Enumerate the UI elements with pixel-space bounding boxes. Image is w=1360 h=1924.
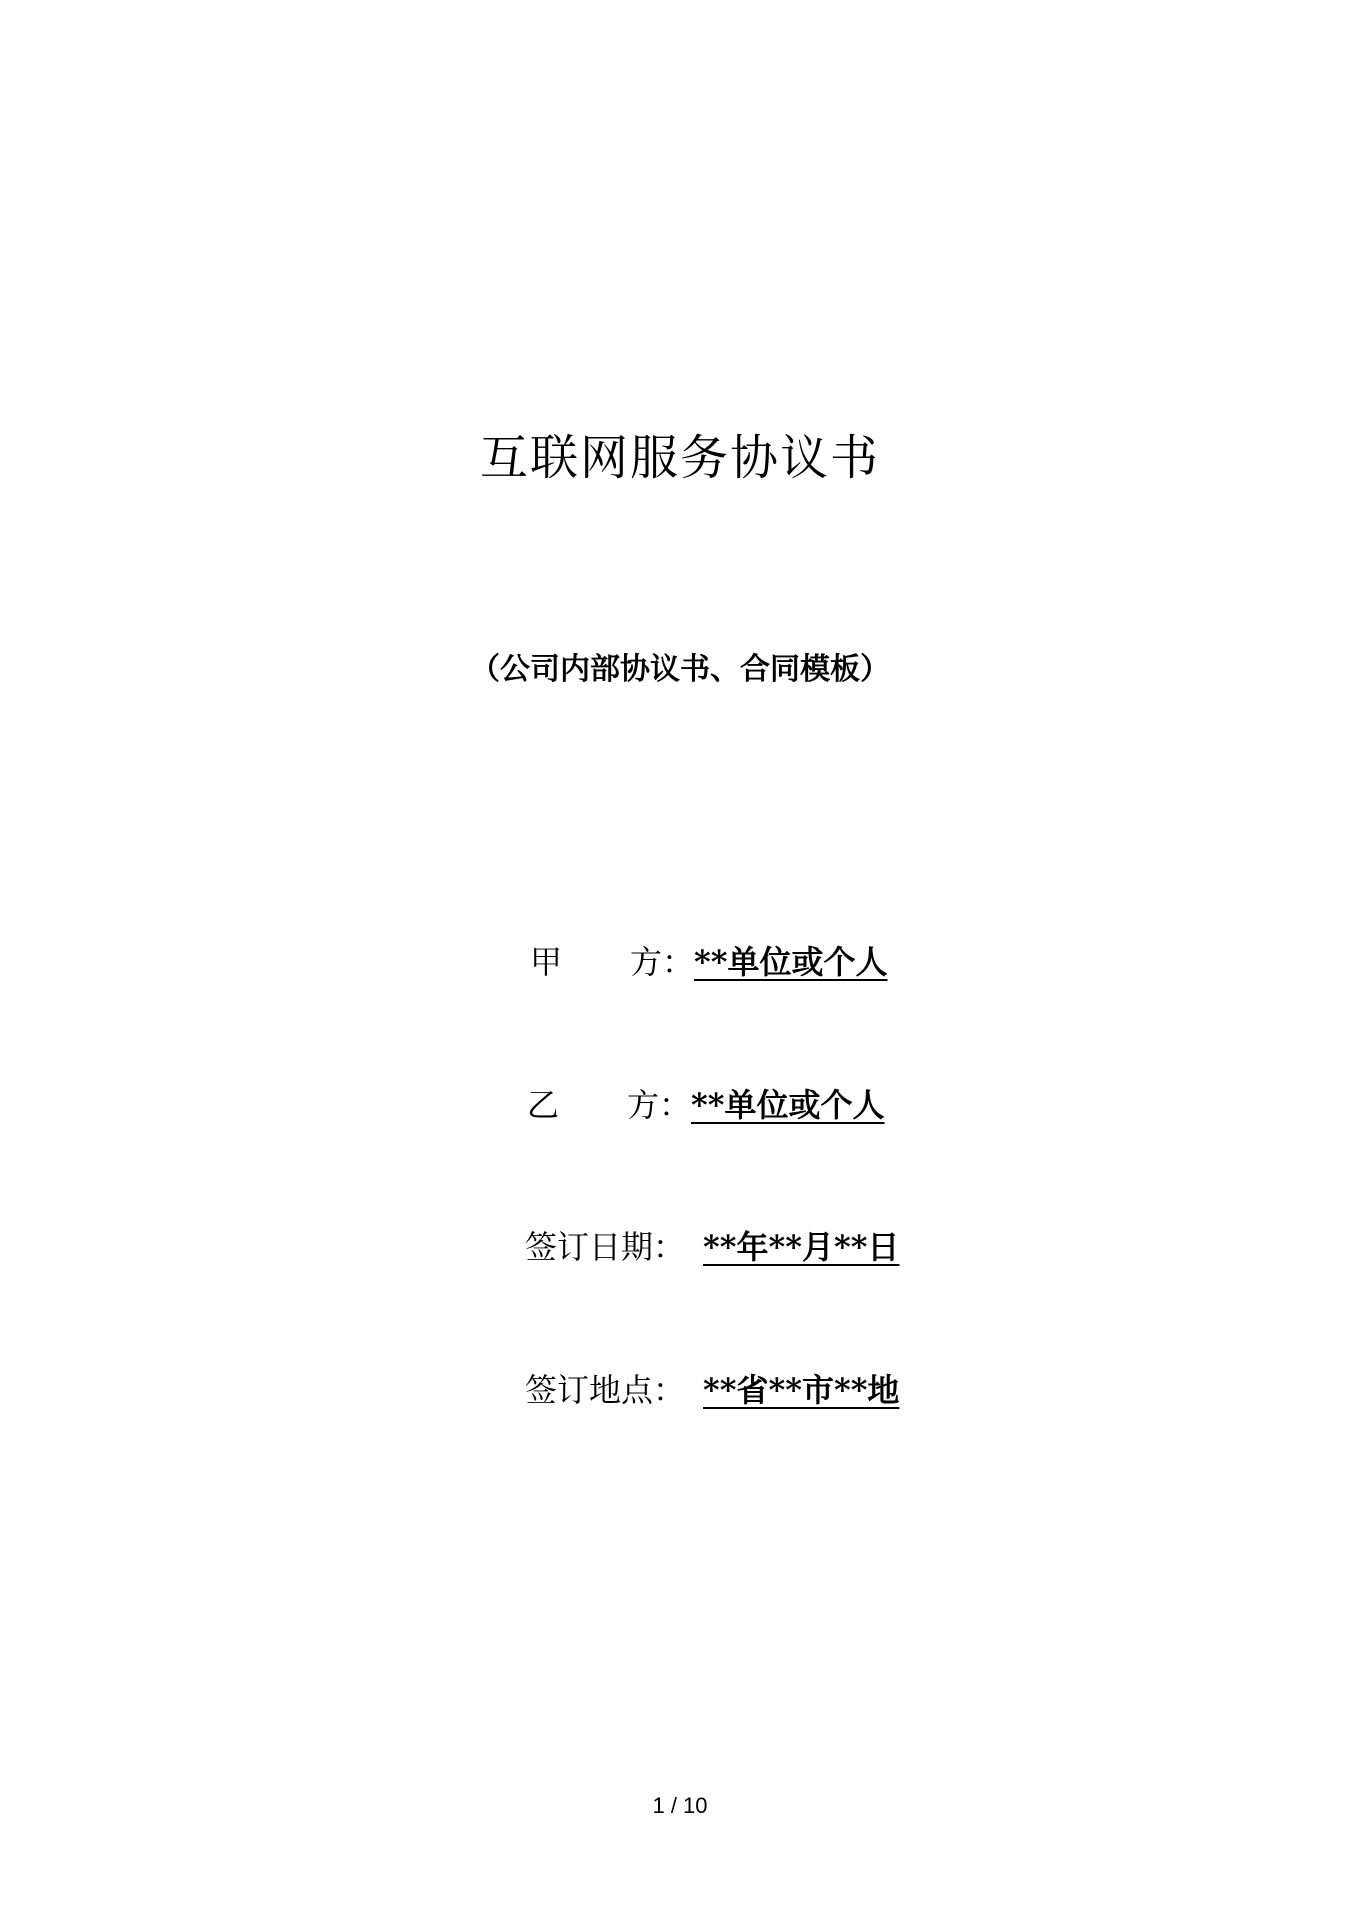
party-b-row (527, 1083, 885, 1127)
party-a-label-start: 甲 (530, 943, 563, 981)
sign-place-row (525, 1368, 899, 1412)
party-b-value: **单位或个人 (691, 1086, 885, 1124)
party-b-label-end: 方： (627, 1086, 692, 1124)
document-subtitle: （公司内部协议书、合同模板） (470, 652, 890, 687)
document-title: 互联网服务协议书 (479, 430, 880, 486)
sign-date-row (525, 1225, 899, 1269)
sign-place-label: 签订地点： (525, 1371, 686, 1409)
party-b-label-start: 乙 (527, 1086, 560, 1124)
sign-place-value: **省**市**地 (703, 1371, 900, 1409)
party-a-row (530, 940, 888, 984)
page-number: 1 / 10 (652, 1793, 708, 1818)
sign-date-label: 签订日期： (525, 1228, 686, 1266)
sign-date-value: **年**月**日 (703, 1228, 900, 1266)
party-a-value: **单位或个人 (694, 943, 888, 981)
party-a-label-end: 方： (630, 943, 695, 981)
